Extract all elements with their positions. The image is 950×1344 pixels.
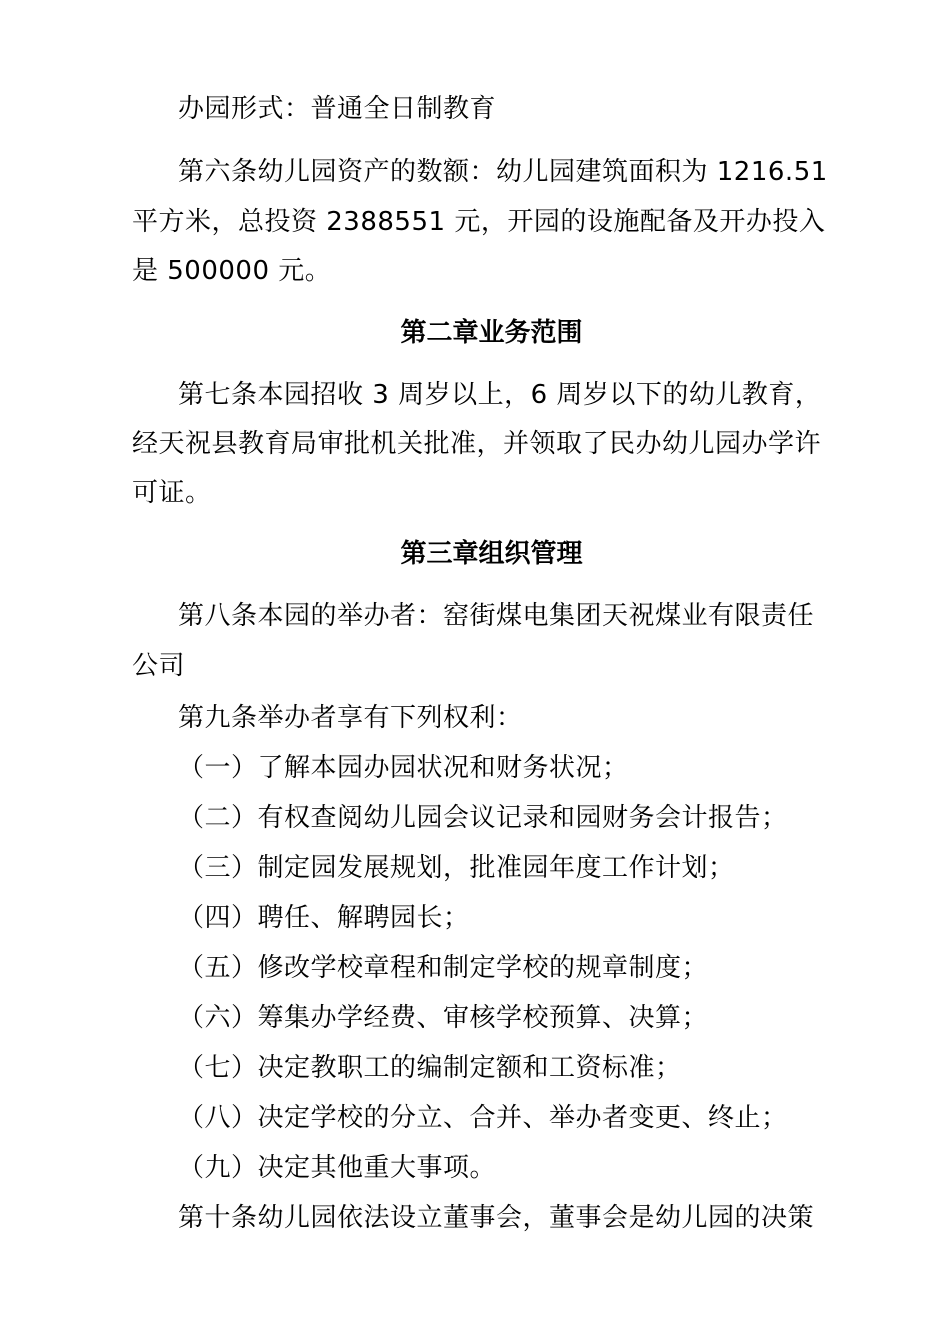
- article-9-item: （八）决定学校的分立、合并、举办者变更、终止；: [178, 1103, 788, 1133]
- article-9-item: （二）有权查阅幼儿园会议记录和园财务会计报告；: [178, 803, 788, 833]
- article-6-line-3: 是 500000 元。: [132, 256, 332, 286]
- chapter-3-title: 第三章组织管理: [400, 539, 583, 569]
- article-8-line-1: 第八条本园的举办者：窑街煤电集团天祝煤业有限责任: [178, 601, 815, 631]
- article-7-line-1: 第七条本园招收 3 周岁以上，6 周岁以下的幼儿教育，: [178, 380, 822, 410]
- school-form-line: 办园形式：普通全日制教育: [178, 94, 497, 124]
- article-6-line-2: 平方米，总投资 2388551 元，开园的设施配备及开办投入: [132, 207, 826, 237]
- article-7-line-2: 经天祝县教育局审批机关批准，并领取了民办幼儿园办学许: [132, 429, 822, 459]
- article-9-item: （三）制定园发展规划，批准园年度工作计划；: [178, 853, 735, 883]
- article-10-line-1: 第十条幼儿园依法设立董事会，董事会是幼儿园的决策: [178, 1203, 815, 1233]
- article-9-item: （四）聘任、解聘园长；: [178, 903, 470, 933]
- article-6-line-1: 第六条幼儿园资产的数额：幼儿园建筑面积为 1216.51: [178, 157, 828, 187]
- article-8-line-2: 公司: [132, 651, 186, 681]
- article-9-item: （五）修改学校章程和制定学校的规章制度；: [178, 953, 709, 983]
- article-9-item: （六）筹集办学经费、审核学校预算、决算；: [178, 1003, 709, 1033]
- article-9-item: （一）了解本园办园状况和财务状况；: [178, 753, 629, 783]
- article-7-line-3: 可证。: [132, 478, 212, 508]
- chapter-2-title: 第二章业务范围: [400, 318, 583, 348]
- article-9-item: （七）决定教职工的编制定额和工资标准；: [178, 1053, 682, 1083]
- article-9-intro: 第九条举办者享有下列权利：: [178, 703, 523, 733]
- article-9-item: （九）决定其他重大事项。: [178, 1153, 497, 1183]
